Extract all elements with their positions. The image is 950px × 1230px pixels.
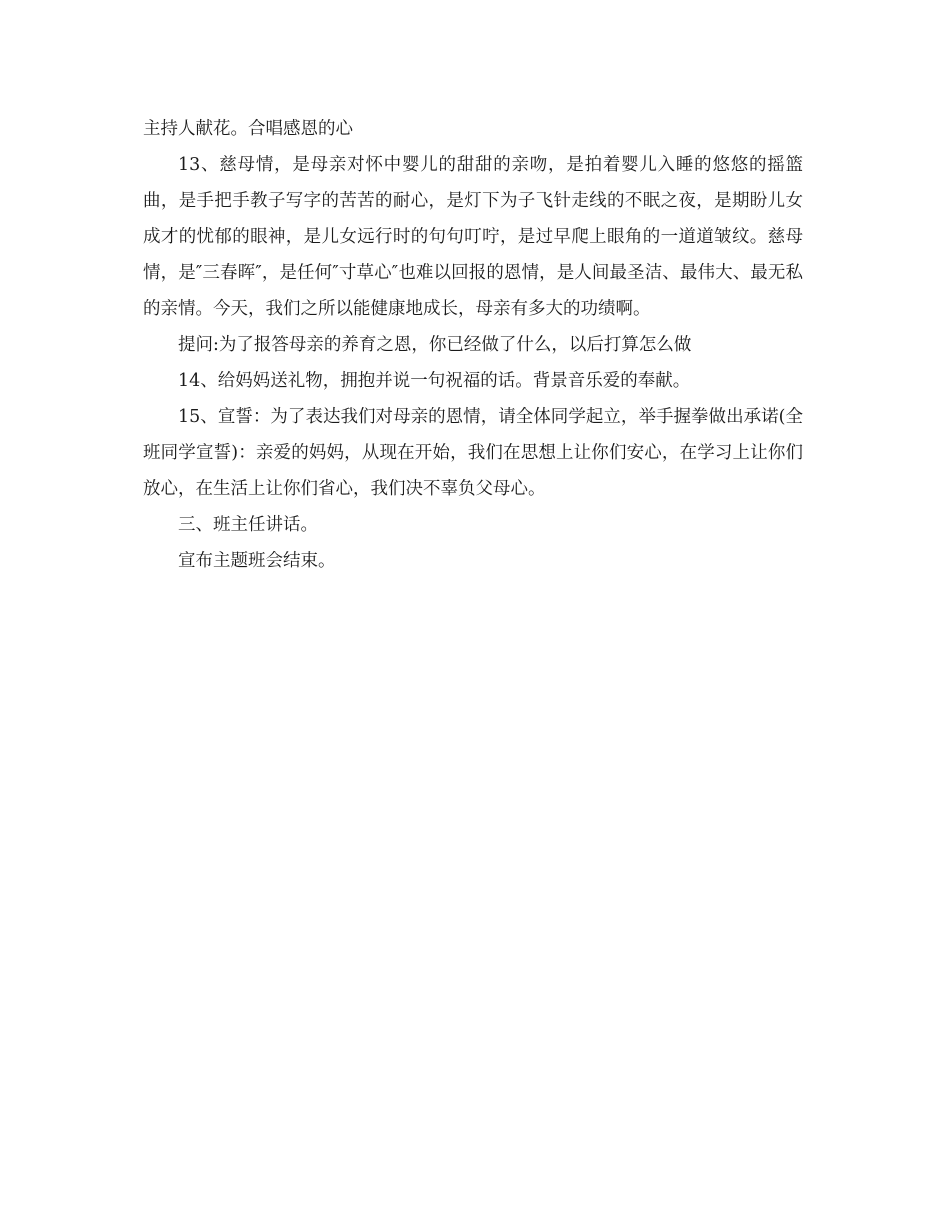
paragraph-flower-presentation: 主持人献花。合唱感恩的心 bbox=[143, 119, 353, 139]
paragraph-question: 提问:为了报答母亲的养育之恩，你已经做了什么，以后打算怎么做 bbox=[178, 335, 692, 355]
paragraph-meeting-end: 宣布主题班会结束。 bbox=[178, 551, 336, 571]
paragraph-item-14-gift: 14、给妈妈送礼物，拥抱并说一句祝福的话。背景音乐爱的奉献。 bbox=[178, 371, 691, 391]
paragraph-item-13-mothers-love: 13、慈母情，是母亲对怀中婴儿的甜甜的亲吻，是拍着婴儿入睡的悠悠的摇篮曲，是手把手教子写字的苦苦的耐心，是灯下为子飞针走线的不眠之夜，是期盼儿女成才的忧郁的眼神，是儿女远行时的句句叮咛，是过早爬上眼角的一道道皱纹。慈母情，是″三春晖″，是任何″寸草心″也难以回报的恩情，是人间最圣洁、最伟大、最无私的亲情。今天，我们之所以能健康地成长，母亲有多大的功绩啊。 bbox=[143, 155, 803, 319]
paragraph-item-15-oath: 15、宣誓：为了表达我们对母亲的恩情，请全体同学起立，举手握拳做出承诺(全班同学宣誓)：亲爱的妈妈，从现在开始，我们在思想上让你们安心，在学习上让你们放心，在生活上让你们省心，我们决不辜负父母心。 bbox=[143, 407, 803, 499]
document-body bbox=[143, 111, 803, 579]
paragraph-section-3-teacher-speech: 三、班主任讲话。 bbox=[178, 515, 318, 535]
